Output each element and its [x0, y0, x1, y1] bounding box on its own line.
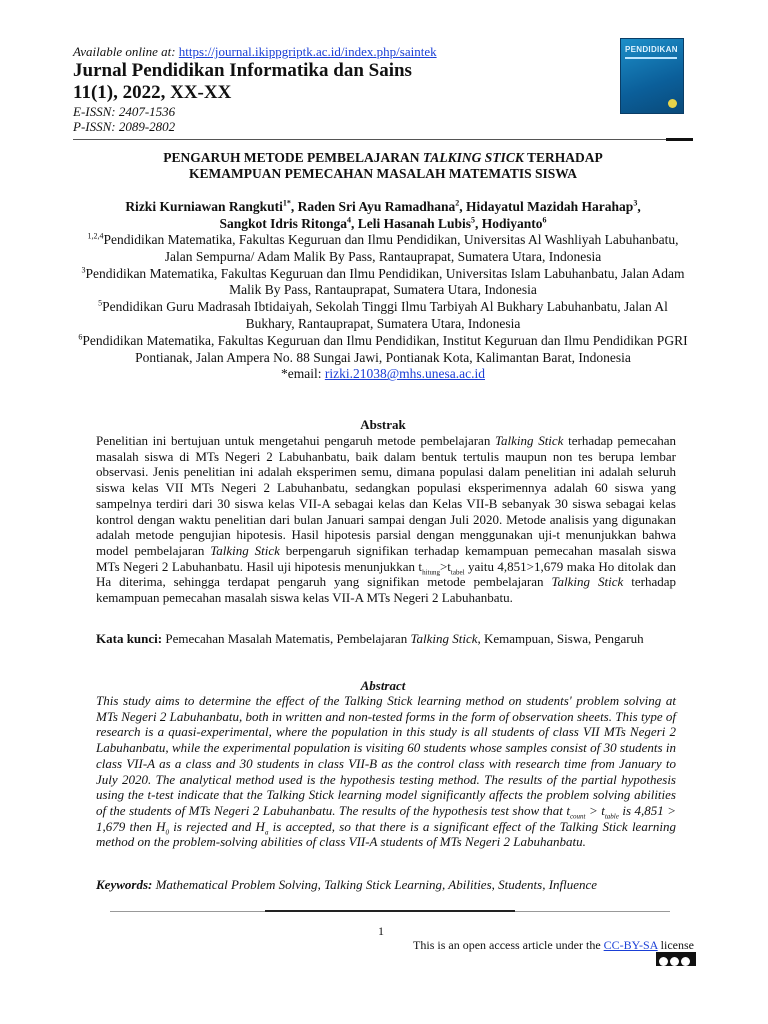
affiliation-item [73, 333, 693, 367]
abstract-sub: count [569, 812, 586, 821]
affiliation-text: Pendidikan Guru Madrasah Ibtidaiyah, Sekolah Tinggi Ilmu Tarbiyah Al Bukhary Labuhanbatu, Jalan Al Bukhary, Rantauprapat, Sumatera Utara, Indonesia [102, 299, 668, 331]
affiliation-item [73, 232, 693, 266]
author-name: , Raden Sri Ayu Ramadhana [290, 199, 456, 214]
journal-volume: 11(1), 2022, XX-XX [73, 82, 232, 103]
keywords-label: Keywords: [96, 877, 153, 892]
abstrak-italic: Talking Stick [210, 542, 280, 558]
author-name: , Hidayatul Mazidah Harahap [459, 199, 634, 214]
title-part: TERHADAP [523, 150, 603, 165]
title-line-2: KEMAMPUAN PEMECAHAN MASALAH MATEMATIS SISWA [188, 166, 577, 181]
article-title [73, 150, 693, 182]
abstract-text: is accepted, so that there is a significant effect of the Talking Stick learning method on the problem-solving abilities of class VII-A students of MTs Negeri 2 Labuhanbatu. [96, 818, 676, 850]
abstract-text: is rejected and H [169, 818, 265, 834]
kata-kunci-text: , Kemampuan, Siswa, Pengaruh [477, 631, 644, 646]
abstrak-text: yaitu 4,851>1,679 maka Ho ditolak dan Ha diterima, sehingga terdapat pengaruh yang signifikan metode pembelajaran [96, 558, 676, 590]
abstract-sub: a [264, 828, 269, 837]
author-sup: 5 [471, 215, 476, 225]
affiliation-text: Pendidikan Matematika, Fakultas Keguruan dan Ilmu Pendidikan, Institut Keguruan dan Ilmu Pendidikan PGRI Pontianak, Jalan Ampera No. 88 Sungai Jawi, Pontianak Kota, Kalimantan Barat, Indonesia [82, 332, 688, 365]
available-label: Available online at: [73, 44, 176, 59]
sa-icon [681, 957, 690, 966]
author-list: Rizki Kurniawan Rangkuti$^{1*}$, Raden Sri Ayu Ramadhana$^2$, Hidayatul Mazidah Harahap$^3$, Sangkot Idris Ritonga$^4$, Leli Hasanah Lubis$^5$, Hodiyanto$^6$ [125, 198, 641, 231]
abstract-sub: 0 [165, 828, 170, 837]
license-text: license [657, 938, 694, 952]
journal-url-link[interactable]: https://journal.ikippgriptk.ac.id/index.php/saintek [178, 44, 437, 59]
affiliation-sup: 3 [81, 265, 86, 275]
cover-title: PENDIDIKAN [625, 45, 678, 54]
abstrak-sub: hitung [422, 568, 440, 577]
cover-stripe [625, 57, 677, 59]
license-link[interactable]: CC-BY-SA [603, 938, 658, 952]
author-sup: 4 [346, 215, 351, 225]
keywords-text: Mathematical Problem Solving, Talking Stick Learning, Abilities, Students, Influence [152, 877, 598, 892]
affiliation-text: Pendidikan Matematika, Fakultas Keguruan dan Ilmu Pendidikan, Universitas Al Washliyah Labuhanbatu, Jalan Sempurna/ Adam Malik By Pass, Rantauprapat, Sumatera Utara, Indonesia [103, 232, 679, 264]
abstrak-body [96, 433, 676, 606]
abstract-text: > t [585, 802, 605, 818]
email-line [73, 366, 693, 383]
affiliation-sup: 6 [78, 332, 83, 342]
author-sup: 1* [282, 198, 291, 208]
eissn: E-ISSN: 2407-1536 [73, 104, 176, 119]
abstract-heading: Abstract [360, 678, 406, 693]
affiliation-text: Pendidikan Matematika, Fakultas Keguruan dan Ilmu Pendidikan, Universitas Islam Labuhanbatu, Jalan Adam Malik By Pass, Rantauprapat, Sumatera Utara, Indonesia [85, 265, 685, 298]
abstrak-sub: tabel [450, 568, 465, 577]
affiliation-sup: 5 [98, 298, 103, 308]
abstrak-text: terhadap kemampuan pemecahan masalah siswa kelas VII-A MTs Negeri 2 Labuhanbatu. [96, 574, 676, 606]
cc-icon [659, 957, 668, 966]
author-name: , Leli Hasanah Lubis [350, 216, 472, 231]
header-divider [73, 139, 693, 140]
license-text: This is an open access article under the [413, 938, 604, 952]
keywords [96, 877, 676, 893]
license-line [413, 938, 694, 953]
abstrak-text: terhadap pemecahan masalah siswa di MTs Negeri 2 Labuhanbatu, baik dalam bentuk tertulis maupun non tes berupa lembar observasi. Jenis penelitian ini adalah eksperimen semu, dimana populasi dalam penelitian ini adalah seluruh siswa kelas VII MTs Negeri 2 Labuhanbatu, sedangkan populasi eksperimennya adalah 60 siswa yang sampelnya terdiri dari 30 siswa kelas VII-A sebagai kelas dan Kelas VII-B sebanyak 30 siswa sebagai kelas kontrol dengan waktu penelitian dari bulan Januari sampai dengan Juli 2020. Metode analisis yang digunakan adalah metode pengujian hipotesis. Hasil hipotesis parsial dengan menggunakan uji-t menunjukkan bahwa model pembelajaran [96, 433, 677, 558]
abstrak-italic: Talking Stick [495, 433, 564, 448]
author-sup: 6 [542, 215, 547, 225]
journal-name: Jurnal Pendidikan Informatika dan Sains [73, 60, 412, 81]
abstract-sub: table [604, 812, 619, 821]
footer-divider-accent [265, 910, 515, 912]
availability-line [73, 44, 437, 59]
cover-badge-icon [668, 99, 677, 108]
author-name: Sangkot Idris Ritonga [219, 216, 347, 231]
page-number: 1 [378, 924, 384, 938]
author-name: , Hodiyanto [475, 216, 543, 231]
affiliations [73, 232, 693, 383]
affiliation-sup: 1,2,4 [87, 231, 104, 241]
abstract-text: is 4,851 > 1,679 then H [96, 802, 676, 834]
abstract-text: This study aims to determine the effect of the Talking Stick learning method on students' problem solving at MTs Negeri 2 Labuhanbatu, both in written and non-tested forms in the form of observation sheets. This type of research is a quasi-experimental, where the population in this study is all students of class VII MTs Negeri 2 Labuhanbatu, while the experimental population is visiting 60 students whose samples consist of 30 students in class VII-A as a class and 30 students in class VII-B as the control class with research time from January to July 2020. The analytical method used is the hypothesis testing method. The results of the partial hypothesis using the t-test indicate that the Talking Stick learning model significantly affects the problem solving abilities of the students of MTs Negeri 2 Labuhanbatu. The results of the hypothesis test show that t [96, 693, 676, 818]
affiliation-item [73, 266, 693, 300]
kata-kunci-text: Pemecahan Masalah Matematis, Pembelajaran [162, 631, 411, 646]
kata-kunci-italic: Talking Stick [410, 631, 478, 646]
abstrak-text: >t [439, 558, 451, 574]
abstrak-heading: Abstrak [360, 417, 406, 432]
abstract-body [96, 693, 676, 850]
header-divider-accent [666, 138, 693, 141]
author-sup: 3 [633, 198, 638, 208]
title-italic: TALKING STICK [422, 150, 524, 165]
author-sup: 2 [455, 198, 460, 208]
kata-kunci-label: Kata kunci: [96, 631, 163, 646]
cc-by-sa-badge-icon[interactable] [656, 952, 696, 966]
journal-header [73, 44, 437, 134]
abstrak-text: berpengaruh signifikan terhadap kemampuan pemecahan masalah siswa MTs Negeri 2 Labuhanbatu. Hasil uji hipotesis menunjukkan t [96, 542, 677, 574]
by-icon [670, 957, 679, 966]
email-link[interactable]: rizki.21038@mhs.unesa.ac.id [324, 366, 486, 382]
journal-cover-image [620, 38, 684, 114]
kata-kunci [96, 631, 676, 647]
title-part: PENGARUH METODE PEMBELAJARAN [163, 150, 423, 165]
affiliation-item [73, 299, 693, 333]
email-label: *email: [280, 366, 325, 382]
author-name: Rizki Kurniawan Rangkuti [125, 199, 283, 214]
pissn: P-ISSN: 2089-2802 [73, 119, 176, 134]
abstrak-italic: Talking Stick [551, 574, 624, 590]
abstrak-text: Penelitian ini bertujuan untuk mengetahui pengaruh metode pembelajaran [96, 433, 495, 448]
